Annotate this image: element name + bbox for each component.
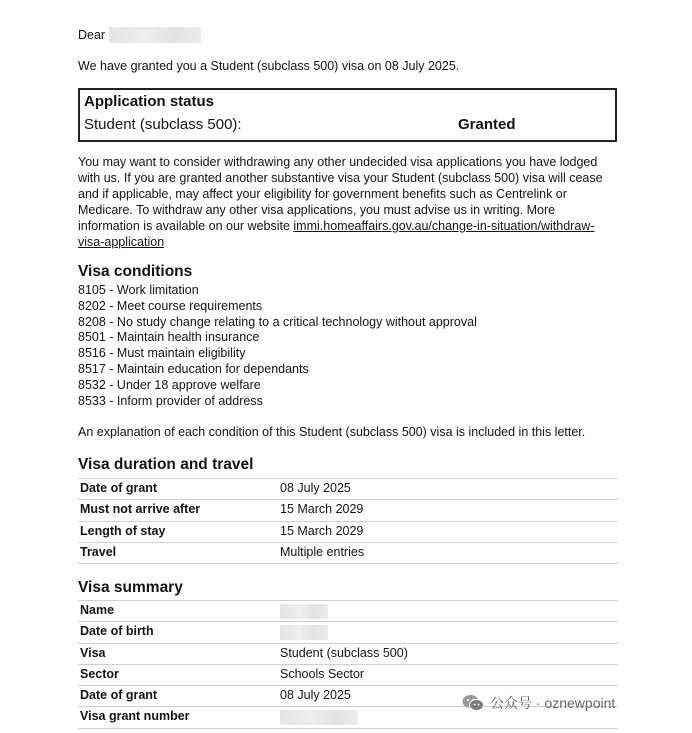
redacted-value <box>280 625 328 640</box>
row-value <box>280 624 328 643</box>
application-status-box <box>78 88 617 142</box>
condition-item: 8533 - Inform provider of address <box>78 393 263 408</box>
condition-item: 8516 - Must maintain eligibility <box>78 346 246 361</box>
grant-sentence: We have granted you a Student (subclass 500) visa on 08 July 2025. <box>78 59 460 73</box>
visa-duration-table <box>78 478 618 564</box>
visa-duration-heading: Visa duration and travel <box>78 456 254 473</box>
row-value <box>280 709 358 728</box>
row-label: Length of stay <box>80 523 166 538</box>
table-row <box>78 522 618 543</box>
row-value <box>280 603 328 622</box>
table-row <box>78 543 618 564</box>
explanation-text: An explanation of each condition of this Student (subclass 500) visa is included in this letter. <box>78 425 586 439</box>
redacted-name <box>109 27 201 43</box>
redacted-value <box>280 604 328 619</box>
table-row <box>78 500 618 521</box>
row-label: Travel <box>80 544 117 559</box>
row-value: Student (subclass 500) <box>280 645 408 660</box>
row-label: Sector <box>80 666 119 681</box>
table-row <box>78 622 618 643</box>
row-label: Visa grant number <box>80 709 190 724</box>
visa-summary-heading: Visa summary <box>78 579 183 596</box>
row-value: 15 March 2029 <box>280 502 364 517</box>
row-label: Visa <box>80 645 106 660</box>
table-row <box>78 644 618 665</box>
condition-item: 8501 - Maintain health insurance <box>78 330 260 345</box>
table-row <box>78 665 618 686</box>
withdraw-paragraph <box>78 154 618 250</box>
row-value: Schools Sector <box>280 666 365 681</box>
row-value: 15 March 2029 <box>280 523 364 538</box>
status-label: Student (subclass 500): <box>84 116 242 133</box>
condition-item: 8532 - Under 18 approve welfare <box>78 377 261 392</box>
table-row <box>78 478 618 500</box>
dear-text: Dear <box>78 28 106 42</box>
visa-conditions-list <box>78 283 477 409</box>
condition-item: 8105 - Work limitation <box>78 283 199 297</box>
condition-item: 8202 - Meet course requirements <box>78 298 263 313</box>
row-value: 08 July 2025 <box>280 688 351 703</box>
salutation <box>78 27 201 43</box>
status-title: Application status <box>84 93 215 110</box>
condition-item: 8517 - Maintain education for dependants <box>78 361 309 376</box>
table-row <box>78 600 618 622</box>
redacted-value <box>280 710 358 725</box>
row-label: Date of grant <box>80 688 158 703</box>
condition-item: 8208 - No study change relating to a critical technology without approval <box>78 314 477 329</box>
row-label: Date of birth <box>80 624 154 639</box>
watermark-text: 公众号 · oznewpoint <box>490 695 616 711</box>
website-link[interactable]: immi.homeaffairs.gov.au/change-in-situation/withdraw-visa-application <box>78 219 595 249</box>
row-label: Date of grant <box>80 481 158 495</box>
status-value: Granted <box>458 116 516 133</box>
row-value: 08 July 2025 <box>280 481 351 495</box>
visa-conditions-heading: Visa conditions <box>78 263 193 280</box>
row-label: Name <box>80 603 115 617</box>
row-value: Multiple entries <box>280 544 365 559</box>
watermark <box>462 693 615 713</box>
row-label: Must not arrive after <box>80 502 201 517</box>
paragraph-text: You may want to consider withdrawing any other undecided visa applications you have lodged with us. If you are granted another substantive visa your Student (subclass 500) visa will cease and if applicable, may affect your eligibility for government benefits such as Centrelink or Medicare. To withdraw any other visa applications, you must advise us in writing. More information is available on our website <box>78 155 603 233</box>
wechat-icon <box>462 694 484 712</box>
